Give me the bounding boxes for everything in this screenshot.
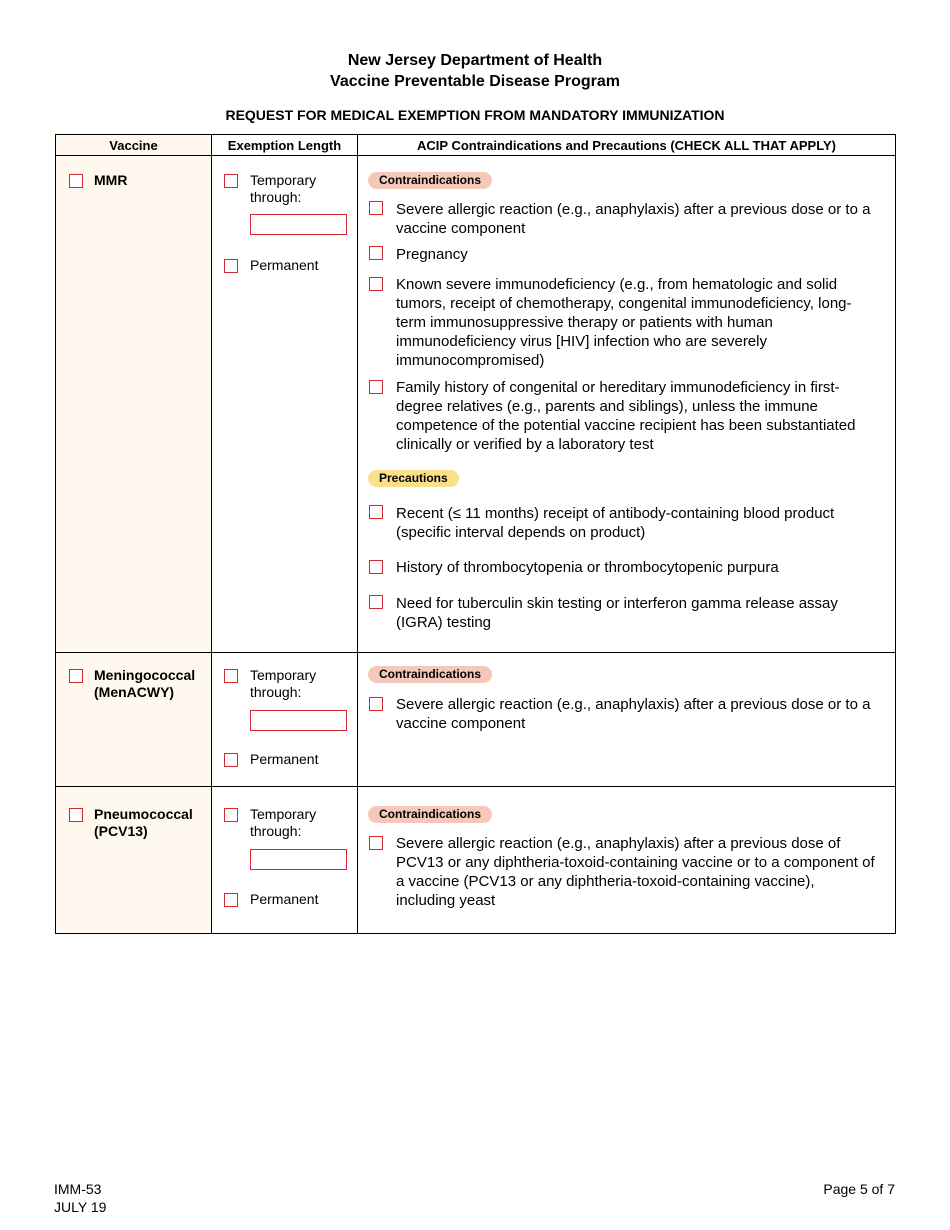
table-row-meningococcal [56,653,896,787]
menacwy-contra-1-text: Severe allergic reaction (e.g., anaphylaxis) after a previous dose or to a vaccine component [396,696,871,732]
pcv13-contra-1-text: Severe allergic reaction (e.g., anaphylaxis) after a previous dose of PCV13 or any diphtheria-toxoid-containing vaccine or to a component of a vaccine (PCV13 or any diphtheria-toxoid-containing vaccine), including yeast [396,835,875,909]
menacwy-permanent-checkbox[interactable] [224,753,238,767]
temporary-label-line2: through: [250,823,302,839]
exemption-table [55,134,896,934]
mmr-prec-3-checkbox[interactable] [369,595,383,609]
mmr-prec-2-text: History of thrombocytopenia or thrombocytopenic purpura [396,559,779,576]
column-header-acip: ACIP Contraindications and Precautions (CHECK ALL THAT APPLY) [358,135,896,156]
mmr-temporary-checkbox[interactable] [224,174,238,188]
mmr-prec-2-checkbox[interactable] [369,560,383,574]
column-header-vaccine: Vaccine [56,135,212,156]
mmr-contra-1-checkbox[interactable] [369,201,383,215]
table-header-row [56,135,896,156]
form-id: IMM-53 [54,1181,102,1197]
program-title: Vaccine Preventable Disease Program [330,73,620,90]
mmr-contra-2-checkbox[interactable] [369,246,383,260]
mmr-prec-3-text: Need for tuberculin skin testing or interferon gamma release assay (IGRA) testing [396,595,838,631]
menacwy-contra-1-checkbox[interactable] [369,697,383,711]
menacwy-select-checkbox[interactable] [69,669,83,683]
column-header-exemption-length: Exemption Length [212,135,358,156]
mmr-prec-1-text: Recent (≤ 11 months) receipt of antibody-containing blood product (specific interval depends on product) [396,505,835,541]
temporary-label-line2: through: [250,189,302,205]
mmr-temporary-date-input[interactable] [250,214,347,235]
vaccine-name-mmr: MMR [94,172,128,188]
vaccine-name-line2: (PCV13) [94,823,148,839]
mmr-contra-2-text: Pregnancy [396,246,468,263]
temporary-label-line2: through: [250,684,302,700]
precautions-tag: Precautions [368,470,459,487]
form-title: REQUEST FOR MEDICAL EXEMPTION FROM MANDATORY IMMUNIZATION [225,107,725,123]
form-date: JULY 19 [54,1199,107,1215]
menacwy-temporary-label [250,667,316,701]
menacwy-temporary-checkbox[interactable] [224,669,238,683]
menacwy-permanent-label: Permanent [250,751,319,767]
pcv13-contra-1-checkbox[interactable] [369,836,383,850]
mmr-permanent-checkbox[interactable] [224,259,238,273]
mmr-contra-1-text: Severe allergic reaction (e.g., anaphylaxis) after a previous dose or to a vaccine component [396,201,871,237]
vaccine-name-meningococcal [94,667,195,701]
page-number: Page 5 of 7 [823,1181,895,1197]
vaccine-name-line2: (MenACWY) [94,684,175,700]
mmr-temporary-label [250,172,316,206]
vaccine-name-pneumococcal [94,806,193,840]
mmr-contra-4-checkbox[interactable] [369,380,383,394]
mmr-contra-4-text: Family history of congenital or hereditary immunodeficiency in first-degree relatives (e.g., parents and siblings), unless the immune competence of the potential vaccine recipient has been substantiated clinically or verified by a laboratory test [396,379,856,453]
pcv13-permanent-label: Permanent [250,891,319,907]
temporary-label-line1: Temporary [250,172,317,188]
contraindications-tag: Contraindications [368,172,492,189]
temporary-label-line1: Temporary [250,806,317,822]
menacwy-temporary-date-input[interactable] [250,710,347,731]
pcv13-temporary-label [250,806,316,840]
department-title: New Jersey Department of Health [347,52,603,69]
pcv13-select-checkbox[interactable] [69,808,83,822]
contraindications-tag: Contraindications [368,666,492,683]
mmr-permanent-label: Permanent [250,257,319,273]
mmr-prec-1-checkbox[interactable] [369,505,383,519]
footer-form-id [54,1180,106,1216]
contraindications-tag: Contraindications [368,806,492,823]
pcv13-permanent-checkbox[interactable] [224,893,238,907]
pcv13-temporary-date-input[interactable] [250,849,347,870]
table-row-pneumococcal [56,787,896,934]
table-row-mmr [56,156,896,653]
mmr-contra-3-text: Known severe immunodeficiency (e.g., from hematologic and solid tumors, receipt of chemotherapy, congenital immunodeficiency, long-term immunosuppressive therapy or patients with human immunodeficiency virus [HIV] infection who are severely immunocompromised) [396,276,852,369]
pcv13-temporary-checkbox[interactable] [224,808,238,822]
temporary-label-line1: Temporary [250,667,317,683]
vaccine-name-line1: Pneumococcal [94,806,193,822]
vaccine-name-line1: Meningococcal [94,667,196,683]
mmr-contra-3-checkbox[interactable] [369,277,383,291]
mmr-select-checkbox[interactable] [69,174,83,188]
